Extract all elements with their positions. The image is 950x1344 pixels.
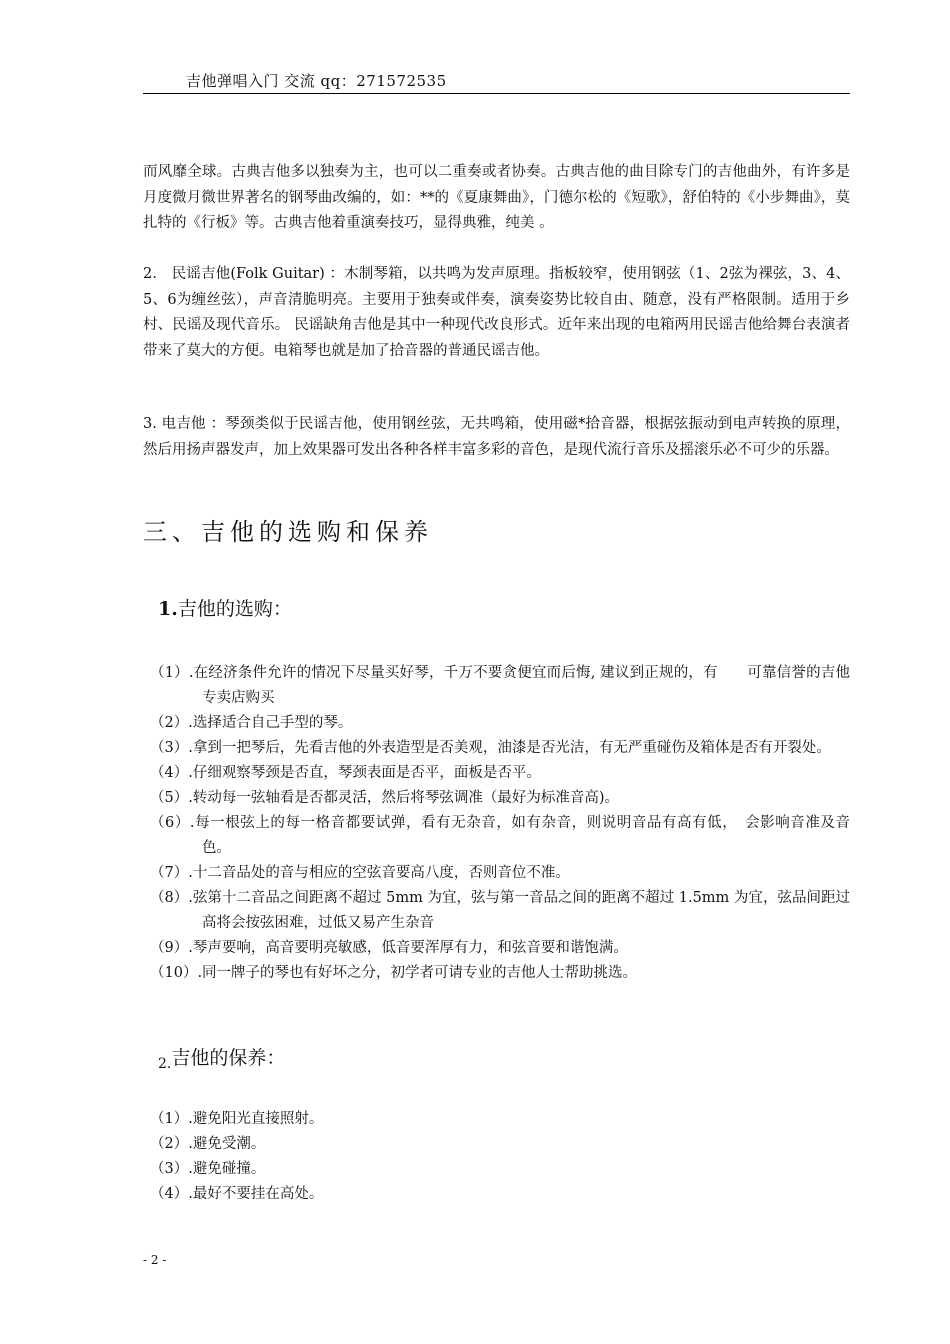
subsection-purchase-number: 1. (158, 598, 178, 620)
purchase-list (150, 661, 850, 986)
subsection-care-title (158, 1043, 285, 1072)
list-item: （7）.十二音品处的音与相应的空弦音要高八度，否则音位不准。 (150, 865, 570, 881)
page-header: 吉他弹唱入门 交流 qq：271572535 (186, 72, 447, 90)
list-item: （4）.最好不要挂在高处。 (150, 1186, 324, 1202)
list-item: （1）.避免阳光直接照射。 (150, 1111, 324, 1127)
section-title: 三、吉他的选购和保养 (143, 518, 433, 546)
list-item: （1）.在经济条件允许的情况下尽量买好琴，千万不要贪便宜而后悔, 建议到正规的，有 可靠信誉的吉他专卖店购买 (150, 665, 850, 706)
header-rule (143, 93, 850, 94)
list-item: （3）.避免碰撞。 (150, 1161, 266, 1177)
list-item: （8）.弦第十二音品之间距离不超过 5mm 为宜，弦与第一音品之间的距离不超过 1.5mm 为宜，弦品间距过高将会按弦困难，过低又易产生杂音 (150, 890, 850, 931)
list-item: （2）.选择适合自己手型的琴。 (150, 715, 353, 731)
list-item: （2）.避免受潮。 (150, 1136, 266, 1152)
list-item: （5）.转动每一弦轴看是否都灵活，然后将琴弦调准（最好为标准音高)。 (150, 790, 619, 806)
list-item: （4）.仔细观察琴颈是否直，琴颈表面是否平，面板是否平。 (150, 765, 541, 781)
subsection-purchase-label: 吉他的选购： (177, 598, 292, 620)
paragraph-folk-guitar: 2． 民谣吉他(Folk Guitar) ：木制琴箱，以共鸣为发声原理。指板较窄，使用钢弦（1、2弦为裸弦，3、4、5、6为缠丝弦），声音清脆明亮。主要用于独奏或伴奏，演奏姿势比较自由、随意，没有严格限制。适用于乡村、民谣及现代音乐。 民谣缺角吉他是其中一种现代改良形式。近年来出现的电箱两用民谣吉他给舞台表演者带来了莫大的方便。电箱琴也就是加了拾音器的普通民谣吉他。 (143, 266, 850, 359)
care-list (150, 1107, 850, 1207)
subsection-care-label: 吉他的保养： (171, 1047, 286, 1069)
paragraph-electric-guitar: 3. 电吉他 ：琴颈类似于民谣吉他，使用钢丝弦，无共鸣箱，使用磁*拾音器，根据弦振动到电声转换的原理，然后用扬声器发声，加上效果器可发出各种各样丰富多彩的音色，是现代流行音乐及摇滚乐必不可少的乐器。 (143, 416, 850, 458)
list-item: （10）.同一牌子的琴也有好坏之分，初学者可请专业的吉他人士帮助挑选。 (150, 965, 638, 981)
page-number: - 2 - (143, 1253, 167, 1267)
list-item: （3）.拿到一把琴后，先看吉他的外表造型是否美观，油漆是否光洁，有无严重碰伤及箱体是否有开裂处。 (150, 740, 831, 756)
subsection-purchase-title (158, 594, 292, 621)
paragraph-classical-guitar: 而风靡全球。古典吉他多以独奏为主，也可以二重奏或者协奏。古典吉他的曲目除专门的吉他曲外，有许多是月度微月微世界著名的钢琴曲改编的，如：**的《夏康舞曲》，门德尔松的《短歌》，舒伯特的《小步舞曲》，莫扎特的《行板》等。古典吉他着重演奏技巧，显得典雅，纯美 。 (143, 164, 850, 231)
list-item: （6）.每一根弦上的每一格音都要试弹，看有无杂音，如有杂音，则说明音品有高有低， 会影响音准及音色。 (150, 815, 850, 856)
subsection-care-number: 2. (158, 1056, 172, 1072)
list-item: （9）.琴声要响，高音要明亮敏感，低音要浑厚有力，和弦音要和谐饱满。 (150, 940, 628, 956)
